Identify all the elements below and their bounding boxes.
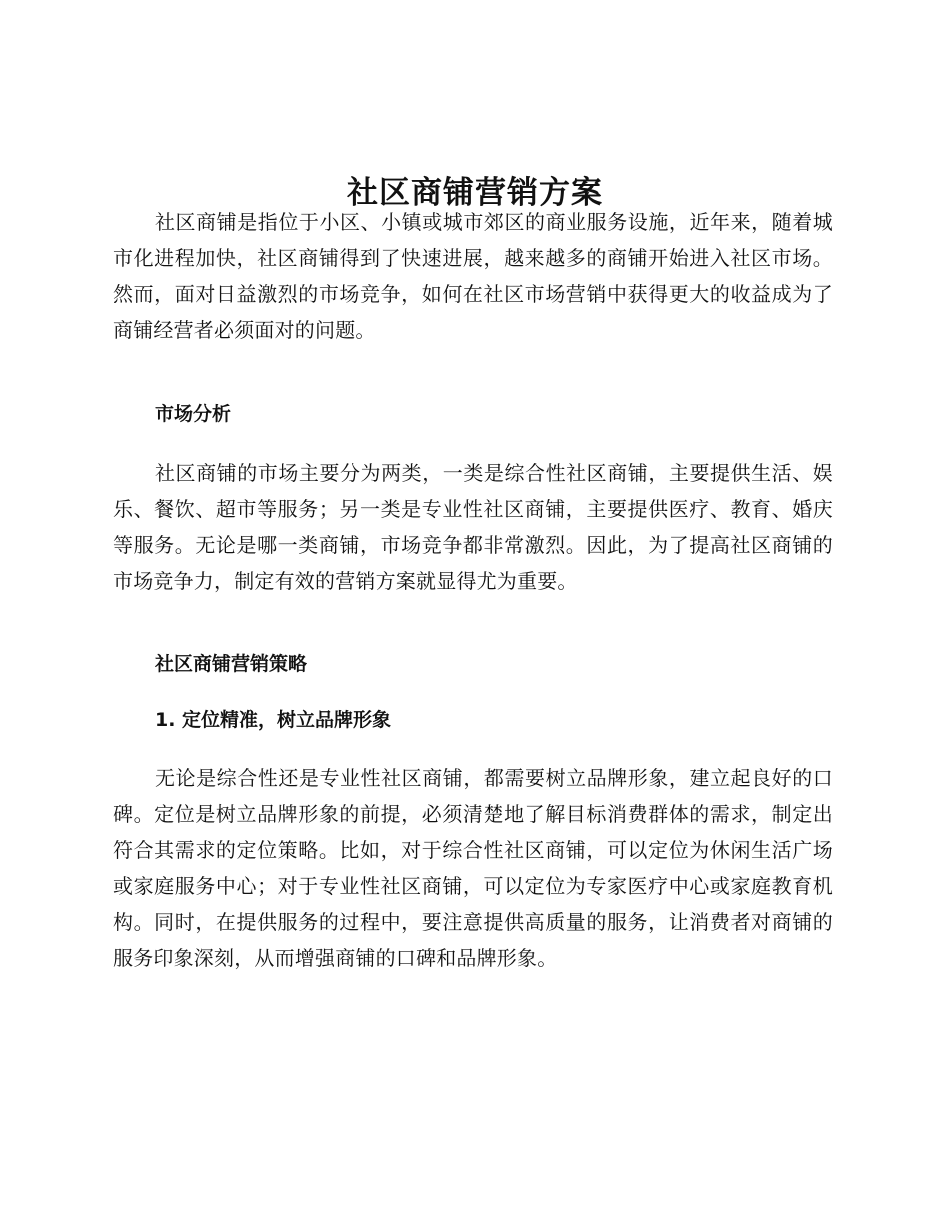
section-heading-marketing-strategy: 社区商铺营销策略 <box>155 653 308 675</box>
intro-paragraph: 社区商铺是指位于小区、小镇或城市郊区的商业服务设施，近年来，随着城市化进程加快，社区商铺得到了快速进展，越来越多的商铺开始进入社区市场。然而，面对日益激烈的市场竞争，如何在社区市场营销中获得更大的收益成为了商铺经营者必须面对的问题。 <box>113 210 833 342</box>
market-analysis-paragraph: 社区商铺的市场主要分为两类，一类是综合性社区商铺，主要提供生活、娱乐、餐饮、超市等服务；另一类是专业性社区商铺，主要提供医疗、教育、婚庆等服务。无论是哪一类商铺，市场竞争都非常激烈。因此，为了提高社区商铺的市场竞争力，制定有效的营销方案就显得尤为重要。 <box>113 461 833 593</box>
section-heading-market-analysis: 市场分析 <box>155 403 232 425</box>
subheading-positioning: 1. 定位精准，树立品牌形象 <box>155 709 392 731</box>
document-title: 社区商铺营销方案 <box>347 174 603 211</box>
positioning-paragraph: 无论是综合性还是专业性社区商铺，都需要树立品牌形象，建立起良好的口碑。定位是树立品牌形象的前提，必须清楚地了解目标消费群体的需求，制定出符合其需求的定位策略。比如，对于综合性社区商铺，可以定位为休闲生活广场或家庭服务中心；对于专业性社区商铺，可以定位为专家医疗中心或家庭教育机构。同时，在提供服务的过程中，要注意提供高质量的服务，让消费者对商铺的服务印象深刻，从而增强商铺的口碑和品牌形象。 <box>113 766 833 970</box>
